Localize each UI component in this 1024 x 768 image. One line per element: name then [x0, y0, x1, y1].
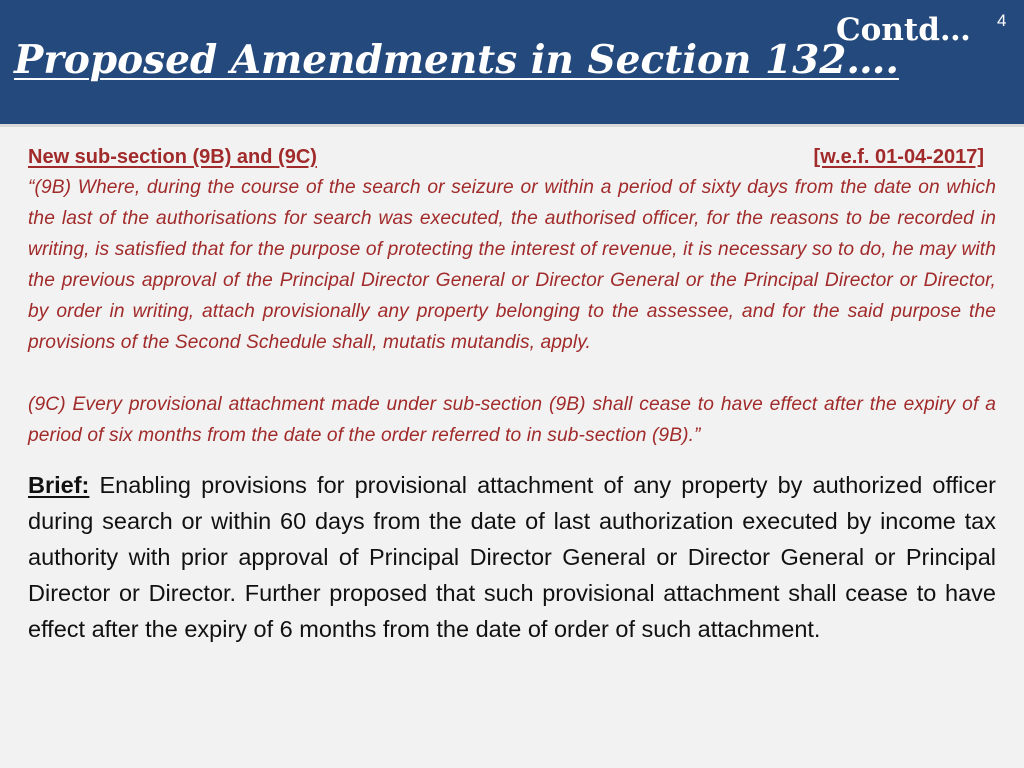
paragraph-9b: “(9B) Where, during the course of the search or seizure or within a period of sixty days from the date on which the last of the authorisations for search was executed, the authorised officer, for the reasons to be recorded in writing, is satisfied that for the purpose of protecting the interest of revenue, it is necessary so to do, he may with the previous approval of the Principal Director General or Director General or the Principal Director or Director, by order in writing, attach provisionally any property belonging to the assessee, and for the said purpose the provisions of the Second Schedule shall, mutatis mutandis, apply.: [28, 177, 996, 353]
brief-text: Enabling provisions for provisional attachment of any property by authorized officer during search or within 60 days from the date of last authorization executed by income tax authority with prior approval of Principal Director General or Director General or Principal Director or Director. Further proposed that such provisional attachment shall cease to have effect after the expiry of 6 months from the date of order of such attachment.: [28, 472, 996, 642]
brief-label: Brief:: [28, 472, 90, 498]
subsection-heading: New sub-section (9B) and (9C): [28, 146, 317, 168]
slide-content: [28, 142, 996, 647]
contd-label: Contd…: [836, 12, 971, 48]
brief-paragraph: [28, 467, 996, 647]
subsection-heading-row: [28, 142, 996, 172]
paragraph-9c: (9C) Every provisional attachment made under sub-section (9B) shall cease to have effect after the expiry of a period of six months from the date of the order referred to in sub-section (9B).”: [28, 394, 996, 446]
header-band: [0, 0, 1024, 127]
page-number: 4: [997, 11, 1007, 30]
effective-date: [w.e.f. 01-04-2017]: [813, 146, 984, 168]
slide-title: Proposed Amendments in Section 132….: [14, 37, 899, 83]
